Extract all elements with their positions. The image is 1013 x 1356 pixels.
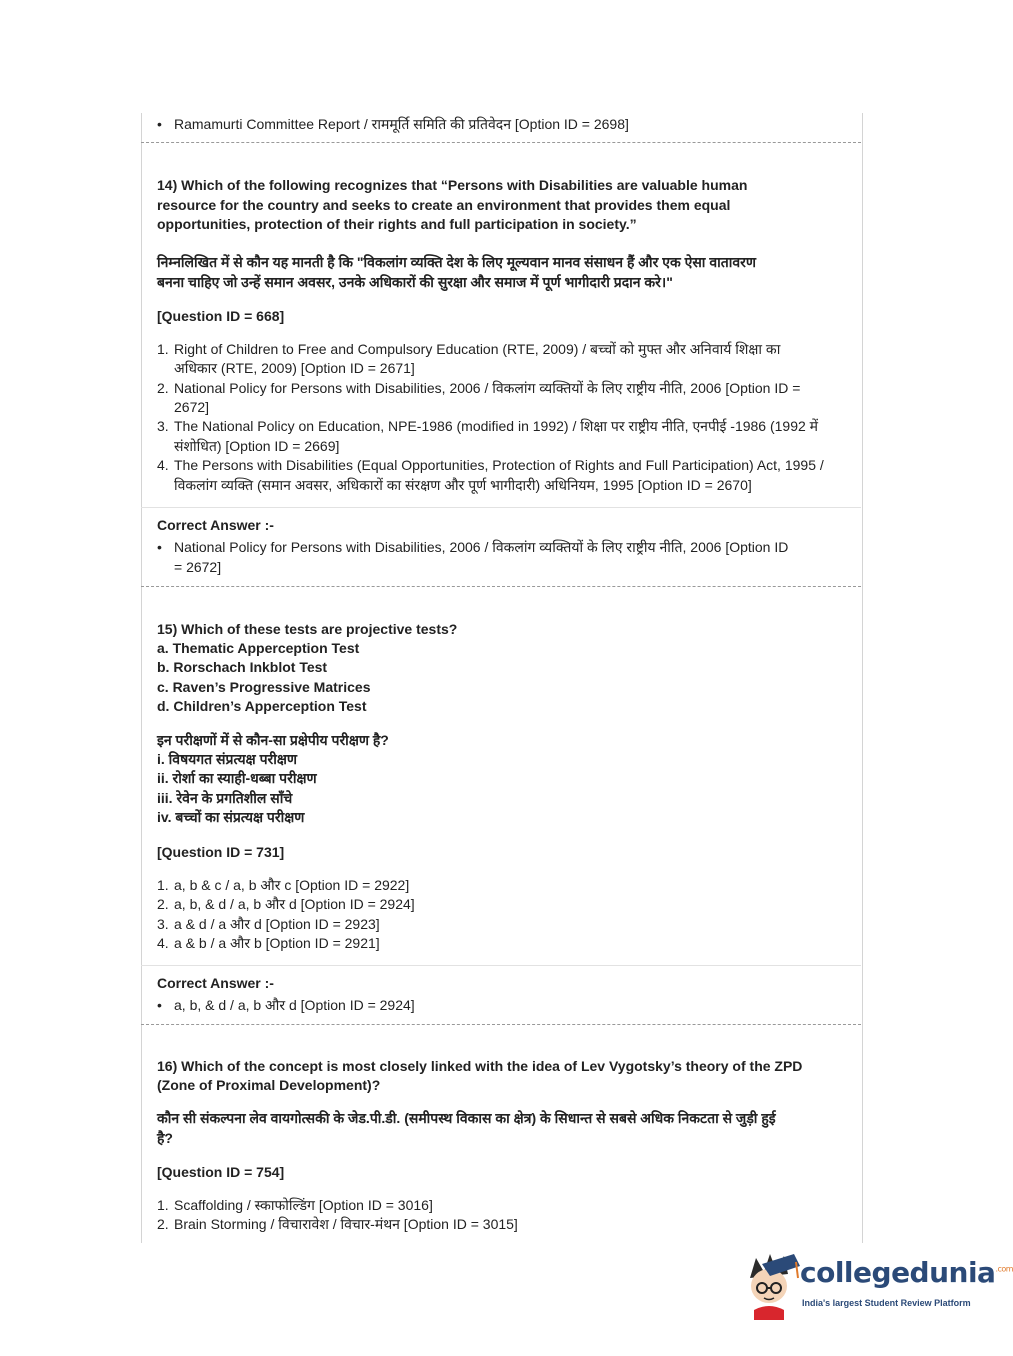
q15-hindi-line-1: इन परीक्षणों में से कौन-सा प्रक्षेपीय परीक्षण है?: [157, 732, 389, 748]
q16-text-line-1: 16) Which of the concept is most closely linked with the idea of Lev Vygotsky’s theory of the ZPD: [157, 1058, 803, 1074]
collegedunia-logo: [742, 1248, 1013, 1320]
q16-option-2: 2. Brain Storming / विचारावेश / विचार-मंथन [Option ID = 3015]: [157, 1216, 518, 1232]
q16-option-1: 1. Scaffolding / स्काफोल्डिंग [Option ID = 3016]: [157, 1197, 433, 1213]
q14-option-2-cont: 2672]: [174, 399, 210, 415]
q16-text-line-2: (Zone of Proximal Development)?: [157, 1077, 381, 1093]
q15-option-3: 3. a & d / a और d [Option ID = 2923]: [157, 916, 380, 932]
q14-hindi-line-1: निम्नलिखित में से कौन यह मानती है कि "विकलांग व्यक्ति देश के लिए मूल्यवान मानव संसाधन हैं और एक ऐसा वातावरण: [157, 254, 756, 270]
q15-choice-b: b. Rorschach Inkblot Test: [157, 659, 328, 675]
q14-correct-answer-cont: = 2672]: [174, 559, 222, 575]
q16-hindi-line-1: कौन सी संकल्पना लेव वायगोत्सकी के जेड.पी.डी. (समीपस्थ विकास का क्षेत्र) के सिधान्त से सबसे अधिक निकटता से जुड़ी हुई: [157, 1110, 776, 1126]
q16-question-id: [Question ID = 754]: [157, 1164, 285, 1180]
q15-choice-d: d. Children’s Apperception Test: [157, 698, 367, 714]
q14-option-4: 4. The Persons with Disabilities (Equal Opportunities, Protection of Rights and Full Participation) Act, 1995 /: [157, 457, 824, 473]
q15-correct-answer: • a, b, & d / a, b और d [Option ID = 2924]: [157, 995, 415, 1015]
q14-question-id: [Question ID = 668]: [157, 308, 285, 324]
q14-correct-label: Correct Answer :-: [157, 517, 274, 533]
previous-correct-answer: • Ramamurti Committee Report / राममूर्ति समिति की प्रतिवेदन [Option ID = 2698]: [157, 114, 629, 134]
q14-text-line-3: opportunities, protection of their rights and full participation in society.”: [157, 216, 637, 232]
q14-option-1: 1. Right of Children to Free and Compulsory Education (RTE, 2009) / बच्चों को मुफ्त और अनिवार्य शिक्षा का: [157, 341, 781, 357]
divider: [141, 1024, 861, 1025]
divider: [141, 965, 861, 966]
mascot-icon: [742, 1248, 802, 1320]
q15-correct-label: Correct Answer :-: [157, 975, 274, 991]
q14-text-line-2: resource for the country and seeks to create an environment that provides them equal: [157, 197, 731, 213]
brand-tagline: India's largest Student Review Platform: [802, 1298, 971, 1308]
brand-name: collegedunia$^{.com}$: [800, 1256, 1013, 1289]
divider: [141, 142, 861, 143]
q15-hindi-choice-iv: iv. बच्चों का संप्रत्यक्ष परीक्षण: [157, 809, 305, 825]
q16-hindi-line-2: है?: [157, 1130, 173, 1146]
divider: [141, 507, 861, 508]
q15-text-line-1: 15) Which of these tests are projective tests?: [157, 621, 458, 637]
q15-option-4: 4. a & b / a और b [Option ID = 2921]: [157, 935, 380, 951]
q15-hindi-choice-i: i. विषयगत संप्रत्यक्ष परीक्षण: [157, 751, 298, 767]
q14-text-line-1: 14) Which of the following recognizes that “Persons with Disabilities are valuable human: [157, 177, 748, 193]
q15-question-id: [Question ID = 731]: [157, 844, 285, 860]
divider: [141, 586, 861, 587]
q15-hindi-choice-iii: iii. रेवेन के प्रगतिशील साँचे: [157, 790, 293, 806]
q14-option-3: 3. The National Policy on Education, NPE-1986 (modified in 1992) / शिक्षा पर राष्ट्रीय नीति, एनपीई -1986 (1992 में: [157, 418, 819, 434]
q15-choice-c: c. Raven’s Progressive Matrices: [157, 679, 371, 695]
q14-option-3-cont: संशोधित) [Option ID = 2669]: [174, 438, 340, 454]
q15-option-2: 2. a, b, & d / a, b और d [Option ID = 2924]: [157, 896, 415, 912]
q15-choice-a: a. Thematic Apperception Test: [157, 640, 360, 656]
q14-option-1-cont: अधिकार (RTE, 2009) [Option ID = 2671]: [174, 360, 415, 376]
q14-correct-answer: • National Policy for Persons with Disabilities, 2006 / विकलांग व्यक्तियों के लिए राष्ट्रीय नीति, 2006 [Option ID: [157, 537, 788, 557]
q14-hindi-line-2: बनना चाहिए जो उन्हें समान अवसर, उनके अधिकारों की सुरक्षा और समाज में पूर्ण भागीदारी प्रदान करे।": [157, 274, 673, 290]
q14-option-4-cont: विकलांग व्यक्ति (समान अवसर, अधिकारों का संरक्षण और पूर्ण भागीदारी) अधिनियम, 1995 [Option ID = 2670]: [174, 477, 752, 493]
q14-option-2: 2. National Policy for Persons with Disabilities, 2006 / विकलांग व्यक्तियों के लिए राष्ट्रीय नीति, 2006 [Option ID =: [157, 380, 801, 396]
q15-option-1: 1. a, b & c / a, b और c [Option ID = 2922]: [157, 877, 410, 893]
q15-hindi-choice-ii: ii. रोर्शा का स्याही-धब्बा परीक्षण: [157, 770, 317, 786]
